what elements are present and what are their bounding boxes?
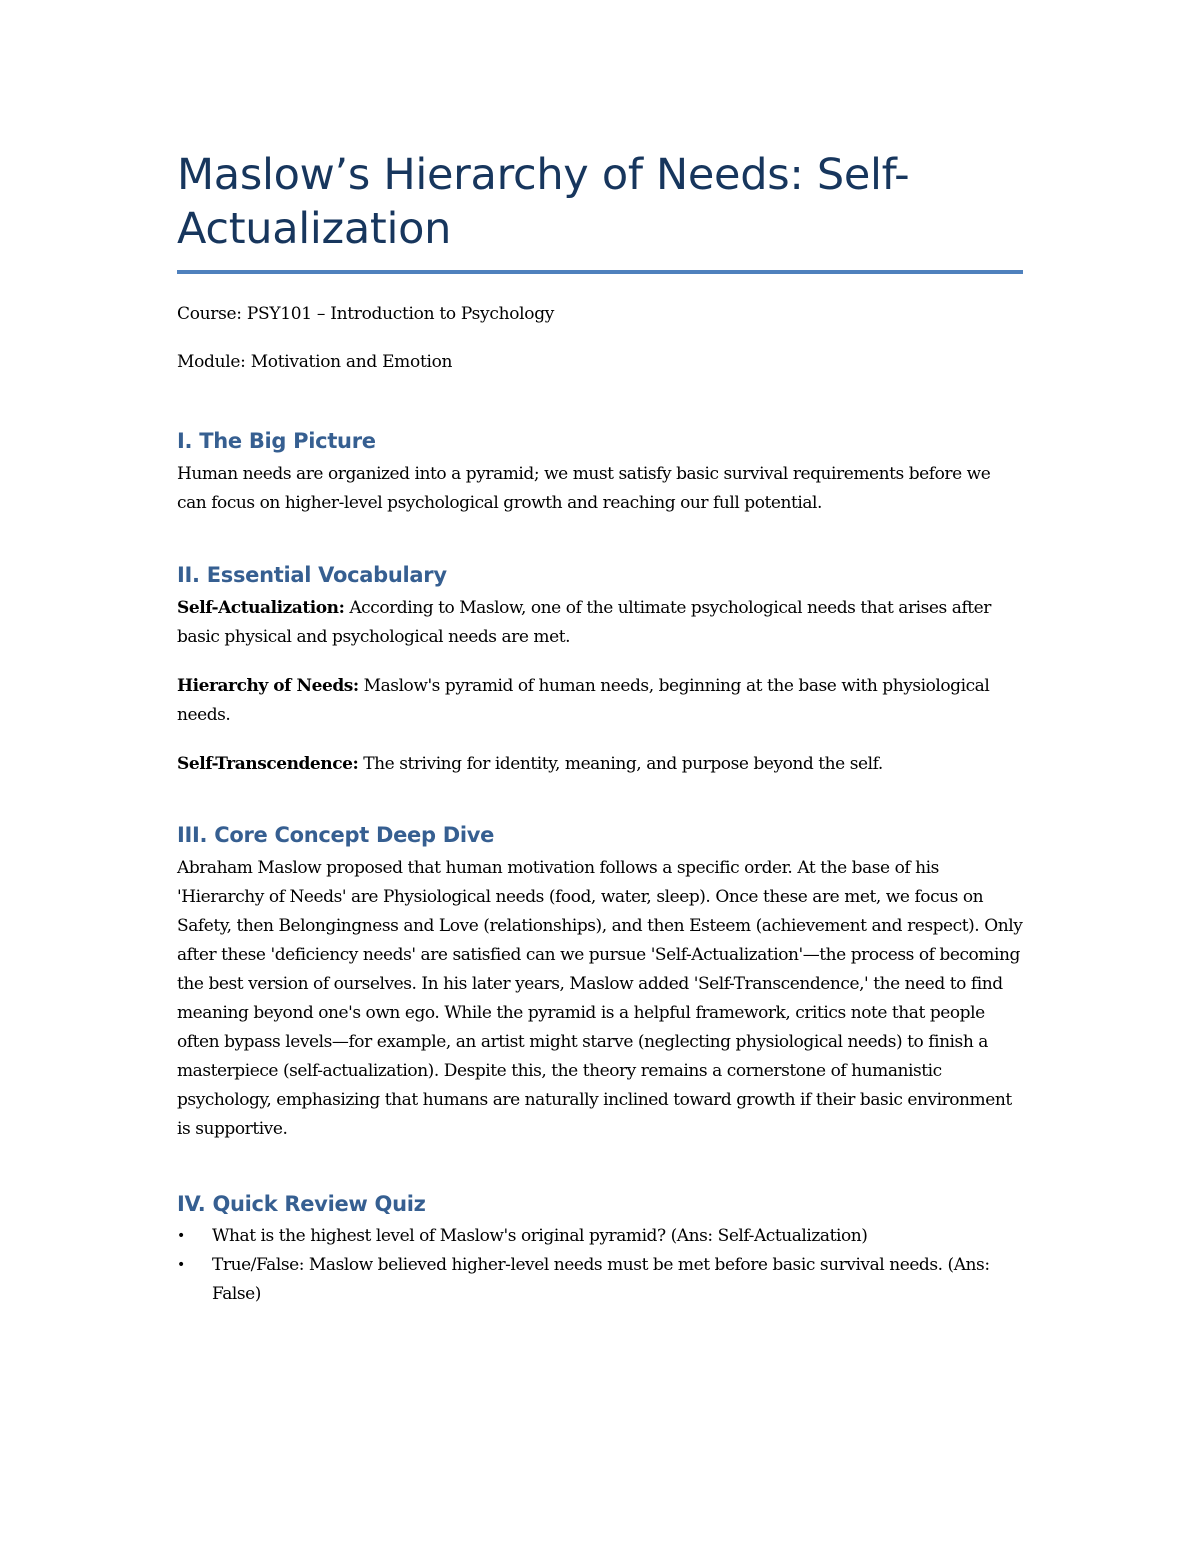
document-title: Maslow’s Hierarchy of Needs: Self-Actualization (177, 148, 1023, 274)
quiz-item-text: True/False: Maslow believed higher-level needs must be met before basic survival needs. (Ans: False) (212, 1255, 990, 1304)
section-heading-big-picture: I. The Big Picture (177, 429, 376, 453)
bullet-icon: • (177, 1257, 185, 1273)
deep-dive-paragraph: Abraham Maslow proposed that human motivation follows a specific order. At the base of his 'Hierarchy of Needs' are Physiological needs (food, water, sleep). Once these are met, we focus on Safety, then Belongingness and Love (relationships), and then Esteem (achievement and respect). Only after these 'deficiency needs' are satisfied can we pursue 'Self-Actualization'—the process of becoming the best version of ourselves. In his later years, Maslow added 'Self-Transcendence,' the need to find meaning beyond one's own ego. While the pyramid is a helpful framework, critics note that people often bypass levels—for example, an artist might starve (neglecting physiological needs) to finish a masterpiece (self-actualization). Despite this, the theory remains a cornerstone of humanistic psychology, emphasizing that humans are naturally inclined toward growth if their basic environment is supportive. (177, 858, 1023, 1139)
module-line: Module: Motivation and Emotion (177, 352, 453, 372)
vocab-entry-self-transcendence (177, 750, 1023, 779)
quiz-list (177, 1222, 1023, 1309)
bullet-icon: • (177, 1228, 185, 1244)
quiz-item (177, 1251, 1023, 1309)
document-page (177, 148, 1023, 1309)
vocab-term: Self-Actualization: (177, 598, 345, 618)
vocab-definition: Maslow's pyramid of human needs, beginning at the base with physiological needs. (177, 676, 990, 725)
big-picture-paragraph: Human needs are organized into a pyramid; we must satisfy basic survival requirements before we can focus on higher-level psychological growth and reaching our full potential. (177, 464, 991, 513)
quiz-item-text: What is the highest level of Maslow's original pyramid? (Ans: Self-Actualization) (212, 1226, 868, 1246)
vocab-term: Self-Transcendence: (177, 754, 359, 774)
vocab-term: Hierarchy of Needs: (177, 676, 359, 696)
vocab-entry-hierarchy-of-needs (177, 672, 1023, 730)
vocab-definition: The striving for identity, meaning, and purpose beyond the self. (358, 754, 883, 774)
quiz-item (177, 1222, 1023, 1251)
course-line: Course: PSY101 – Introduction to Psychology (177, 304, 555, 324)
section-heading-vocabulary: II. Essential Vocabulary (177, 563, 447, 587)
section-heading-deep-dive: III. Core Concept Deep Dive (177, 823, 495, 847)
section-heading-quiz: IV. Quick Review Quiz (177, 1192, 426, 1216)
vocab-entry-self-actualization (177, 594, 1023, 652)
vocab-definition: According to Maslow, one of the ultimate psychological needs that arises after basic physical and psychological needs are met. (177, 598, 991, 647)
